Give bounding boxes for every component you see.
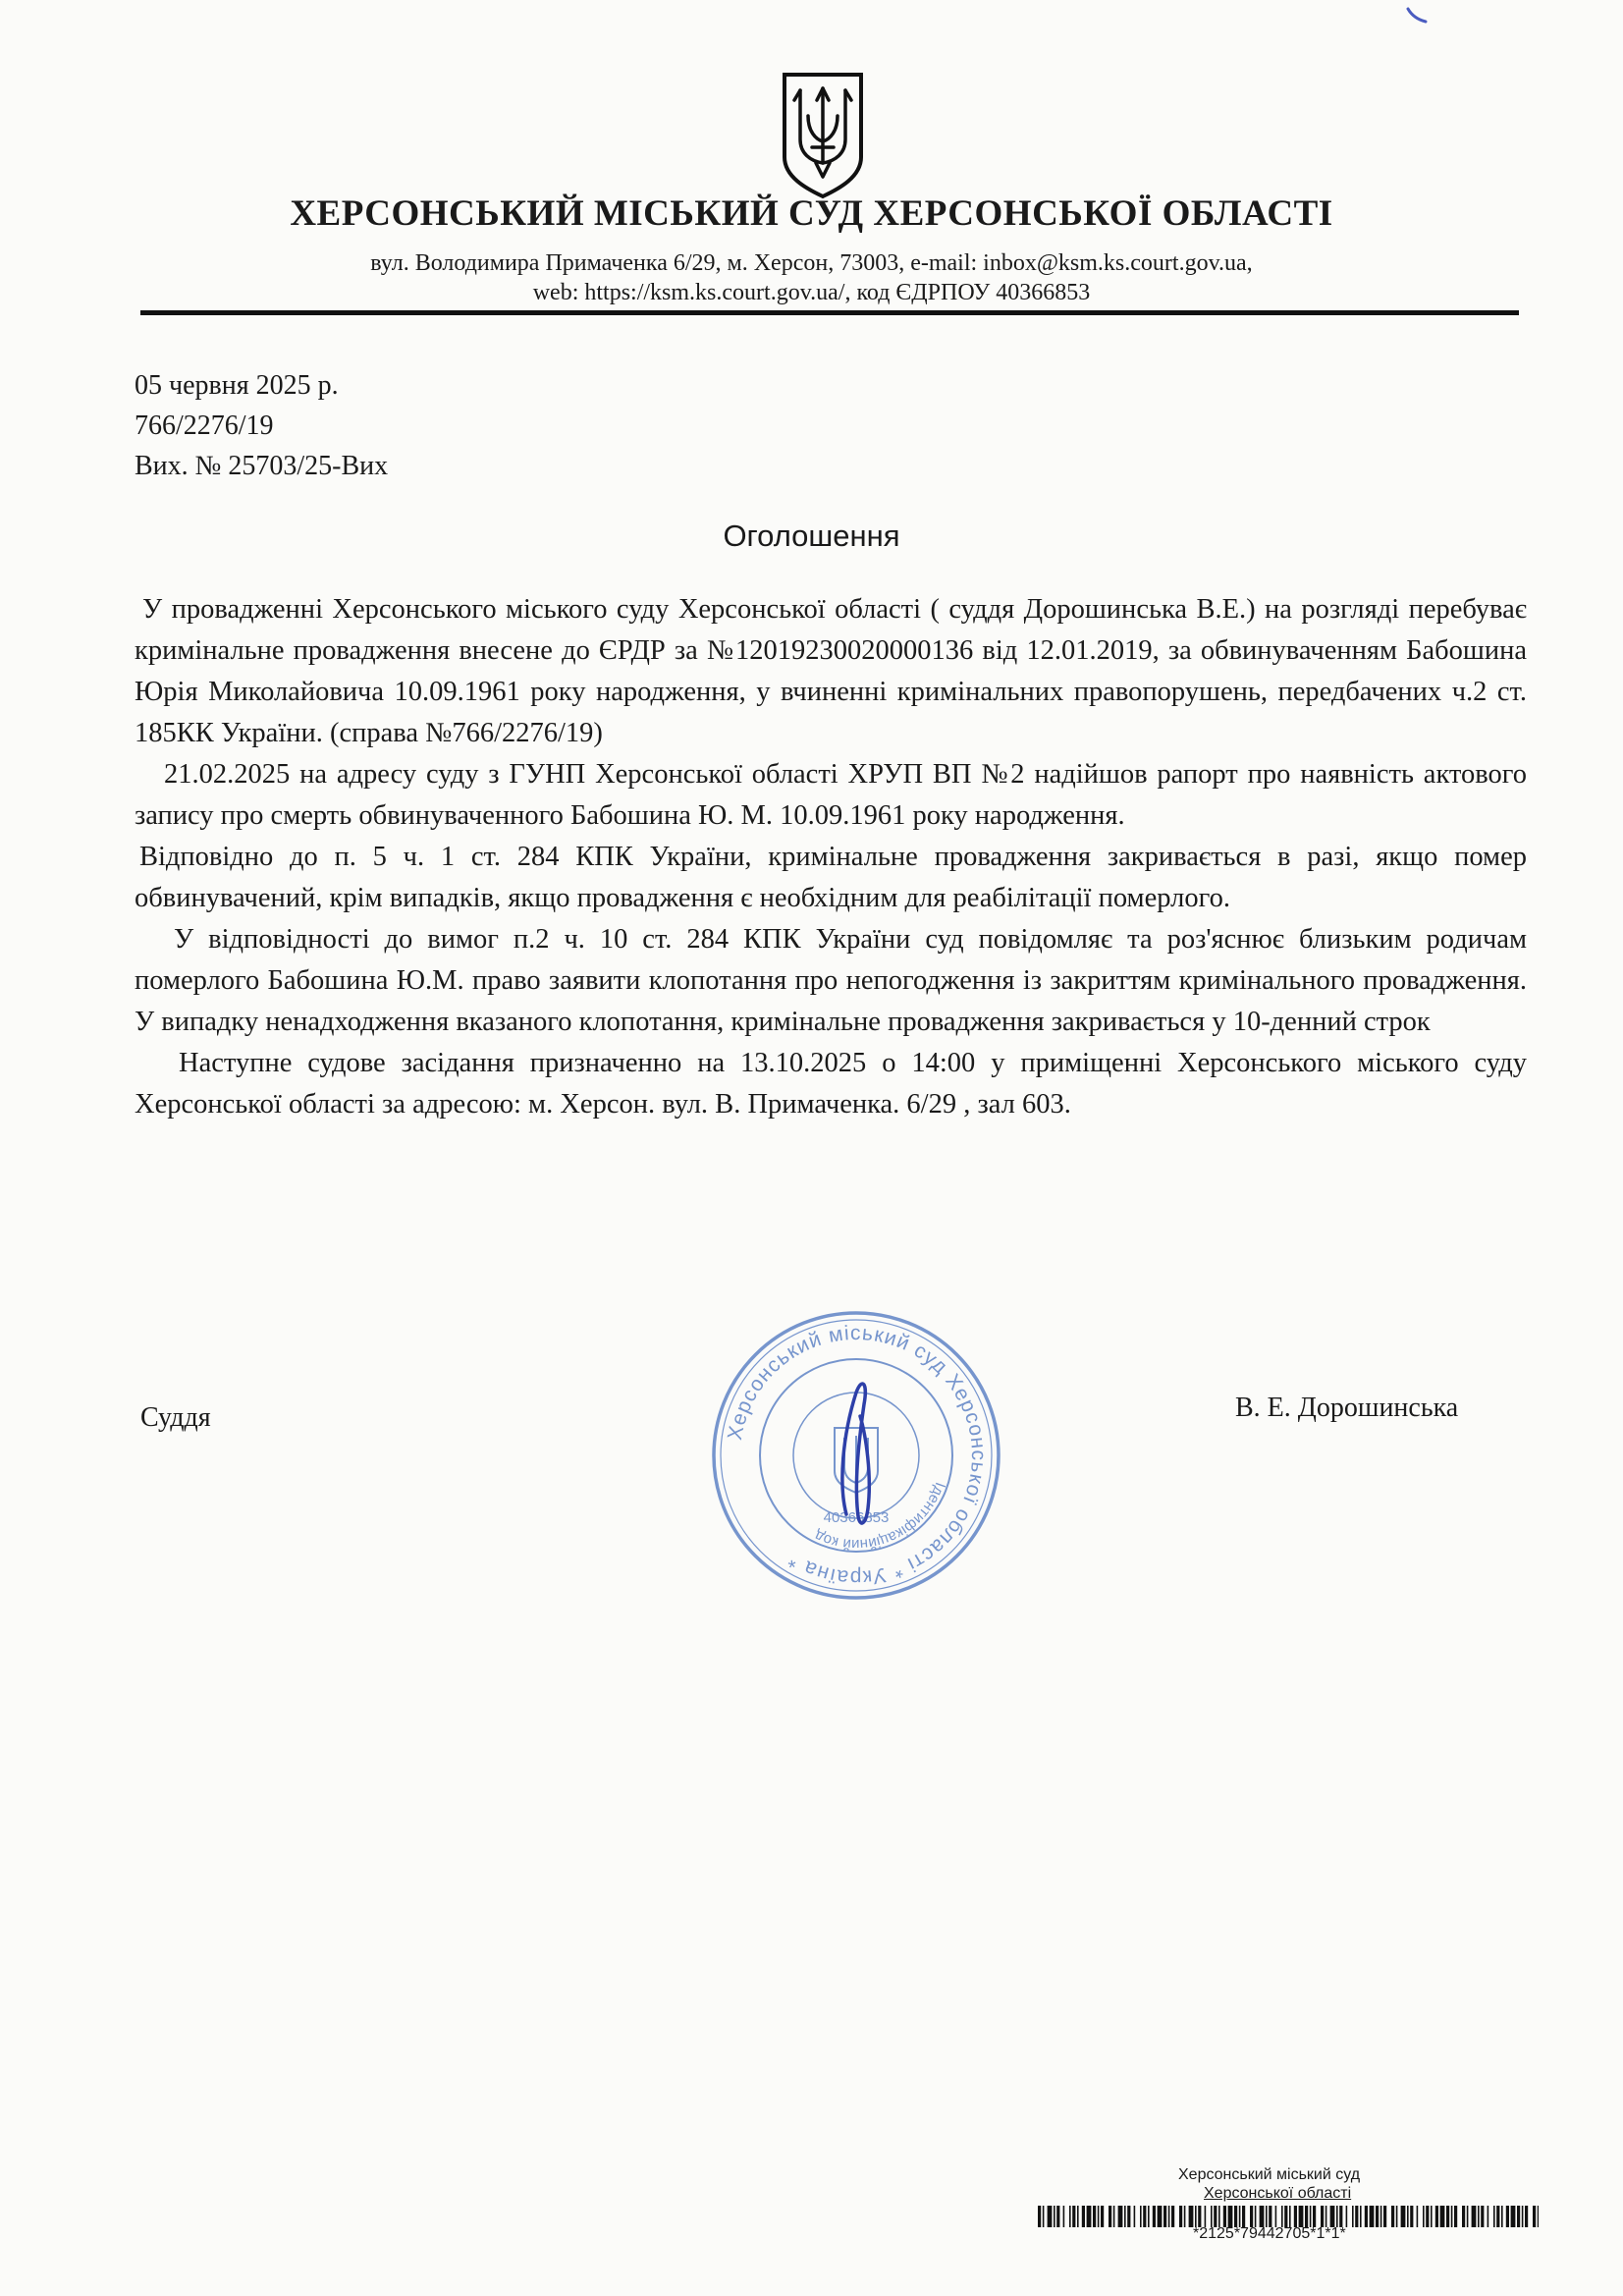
barcode-bar — [1417, 2206, 1419, 2227]
barcode-bar — [1305, 2206, 1308, 2227]
paragraph: 21.02.2025 на адресу суду з ГУНП Херсонської області ХРУП ВП №2 надійшов рапорт про наявність актового запису про смерть обвинуваченного Бабошина Ю. М. 10.09.1961 року народження. — [135, 759, 1527, 831]
barcode-bar — [1289, 2206, 1291, 2227]
paragraph: У провадженні Херсонського міського суду Херсонської області ( суддя Дорошинська В.Е.) на розгляді перебуває кримінальне провадження внесене до ЄРДР за №12019230020000136 від 12.01.2019, за обвинуваченням Бабошина Юрія Миколайовича 10.09.1961 року народження, у вчиненні кримінальних правопорушень, передбачених ч.2 ст. 185КК України. (справа №766/2276/19) — [135, 594, 1527, 748]
seal-code: 40366853 — [823, 1509, 890, 1526]
barcode-bar — [1109, 2206, 1111, 2227]
barcode-bar — [1211, 2206, 1213, 2227]
barcode-bar — [1299, 2206, 1304, 2227]
barcode-bar — [1451, 2206, 1453, 2227]
barcode-bar — [1198, 2206, 1201, 2227]
barcode-bar — [1063, 2206, 1065, 2227]
barcode-bar — [1538, 2206, 1539, 2227]
court-name: ХЕРСОНСЬКИЙ МІСЬКИЙ СУД ХЕРСОНСЬКОЇ ОБЛАСТІ — [290, 193, 1333, 234]
barcode-bar — [1148, 2206, 1150, 2227]
barcode-bar — [1250, 2206, 1253, 2227]
barcode-bar — [1365, 2206, 1368, 2227]
barcode-bar — [1239, 2206, 1241, 2227]
barcode-bar — [1255, 2206, 1257, 2227]
barcode-bar — [1038, 2206, 1041, 2227]
barcode-bar — [1275, 2206, 1277, 2227]
barcode-bar — [1517, 2206, 1520, 2227]
barcode-bar — [1140, 2206, 1142, 2227]
barcode-bar — [1376, 2206, 1379, 2227]
barcode-bar — [1478, 2206, 1480, 2227]
barcode-bar — [1352, 2206, 1354, 2227]
barcode-bar — [1163, 2206, 1166, 2227]
barcode-bar — [1266, 2206, 1268, 2227]
barcode-bar — [1134, 2206, 1136, 2227]
barcode-bar — [1124, 2206, 1126, 2227]
pen-mark-icon — [1406, 6, 1428, 26]
barcode-bar — [1522, 2206, 1524, 2227]
court-web-and-code: web: https://ksm.ks.court.gov.ua/, код ЄДРПОУ 40366853 — [532, 280, 1091, 305]
barcode-bar — [1431, 2206, 1433, 2227]
trident-coat-of-arms-icon — [779, 71, 867, 200]
barcode-bar — [1077, 2206, 1079, 2227]
barcode-bar — [1467, 2206, 1469, 2227]
barcode-court-region: Херсонської області — [1204, 2185, 1352, 2202]
barcode-bar — [1158, 2206, 1163, 2227]
judge-name: В. Е. Дорошинська — [1235, 1393, 1459, 1423]
court-address: вул. Володимира Примаченка 6/29, м. Херсон, 73003, e-mail: inbox@ksm.ks.court.gov.ua, — [370, 250, 1253, 276]
barcode-bar — [1043, 2206, 1045, 2227]
barcode-bar — [1228, 2206, 1233, 2227]
barcode-bar — [1195, 2206, 1197, 2227]
barcode-bar — [1242, 2206, 1245, 2227]
barcode-bar — [1054, 2206, 1055, 2227]
barcode-bar — [1446, 2206, 1449, 2227]
barcode-bar — [1391, 2206, 1394, 2227]
barcode-bar — [1435, 2206, 1438, 2227]
barcode-bar — [1426, 2206, 1429, 2227]
barcode-bar — [1325, 2206, 1327, 2227]
barcode-bar — [1234, 2206, 1237, 2227]
barcode-bar — [1056, 2206, 1059, 2227]
barcode-bar — [1184, 2206, 1186, 2227]
barcode-bar — [1355, 2206, 1358, 2227]
document-title: Оголошення — [723, 519, 900, 553]
barcode-bar — [1098, 2206, 1100, 2227]
barcode-bar — [1407, 2206, 1409, 2227]
barcode-bar — [1454, 2206, 1457, 2227]
barcode-bar — [1127, 2206, 1130, 2227]
seal-outer-text: Херсонський міський суд Херсонської області * Україна * — [724, 1321, 991, 1590]
barcode-bar — [1533, 2206, 1536, 2227]
barcode-bar — [1321, 2206, 1324, 2227]
barcode-bar — [1401, 2206, 1406, 2227]
barcode-bar — [1113, 2206, 1115, 2227]
barcode-bar — [1179, 2206, 1182, 2227]
barcode-bar — [1143, 2206, 1146, 2227]
barcode-bar — [1525, 2206, 1528, 2227]
barcode-bar — [1294, 2206, 1297, 2227]
barcode-bar — [1093, 2206, 1096, 2227]
paragraph: Відповідно до п. 5 ч. 1 ст. 284 КПК України, кримінальне провадження закривається в разі, якщо помер обвинувачений, крім випадків, якщо провадження є необхідним для реабілітації померлого. — [135, 842, 1527, 913]
barcode-bar — [1118, 2206, 1123, 2227]
document-body — [135, 589, 1527, 1125]
barcode-bar — [1383, 2206, 1386, 2227]
barcode-bar — [1313, 2206, 1316, 2227]
paragraph: У відповідності до вимог п.2 ч. 10 ст. 284 КПК України суд повідомляє та роз'яснює близьким родичам померлого Бабошина Ю.М. право заявити клопотання про непогодження із закриттям кримінального провадження. У випадку ненадходження вказаного клопотання, кримінальне провадження закривається у 10-денний строк — [135, 924, 1527, 1037]
barcode-bar — [1330, 2206, 1335, 2227]
barcode-bar — [1214, 2206, 1217, 2227]
court-round-seal-icon — [699, 1298, 1013, 1613]
barcode-bar — [1269, 2206, 1271, 2227]
barcode-bar — [1506, 2206, 1509, 2227]
barcode-bar — [1501, 2206, 1503, 2227]
barcode-bar — [1223, 2206, 1226, 2227]
barcode-bar — [1410, 2206, 1413, 2227]
barcode-bar — [1101, 2206, 1104, 2227]
paragraph: Наступне судове засідання призначенно на 13.10.2025 о 14:00 у приміщенні Херсонського міського суду Херсонської області за адресою: м. Херсон. вул. В. Примаченка. 6/29 , зал 603. — [135, 1048, 1527, 1120]
barcode-bar — [1481, 2206, 1484, 2227]
barcode-bar — [1048, 2206, 1053, 2227]
barcode-bar — [1153, 2206, 1156, 2227]
barcode-bar — [1396, 2206, 1398, 2227]
barcode-bar — [1339, 2206, 1342, 2227]
barcode-bar — [1360, 2206, 1362, 2227]
barcode-bar — [1511, 2206, 1516, 2227]
barcode-bar — [1069, 2206, 1071, 2227]
barcode-bar — [1423, 2206, 1425, 2227]
judge-role: Суддя — [140, 1402, 211, 1433]
barcode-bar — [1168, 2206, 1170, 2227]
barcode-bar — [1087, 2206, 1092, 2227]
barcode-bar — [1205, 2206, 1207, 2227]
barcode-bar — [1336, 2206, 1338, 2227]
barcode-bar — [1189, 2206, 1194, 2227]
barcode-icon — [1038, 2206, 1539, 2227]
barcode-bar — [1472, 2206, 1477, 2227]
barcode-bar — [1440, 2206, 1445, 2227]
header-divider — [140, 310, 1519, 315]
barcode-bar — [1346, 2206, 1348, 2227]
barcode-bar — [1380, 2206, 1382, 2227]
document-date: 05 червня 2025 р. — [135, 370, 339, 401]
barcode-bar — [1310, 2206, 1312, 2227]
barcode-bar — [1488, 2206, 1489, 2227]
barcode-bar — [1072, 2206, 1075, 2227]
barcode-bar — [1218, 2206, 1220, 2227]
barcode-bar — [1370, 2206, 1375, 2227]
outgoing-number: Вих. № 25703/25-Вих — [135, 451, 389, 481]
barcode-bar — [1171, 2206, 1174, 2227]
barcode-bar — [1260, 2206, 1265, 2227]
seal-inner-text: Ідентифікаційний код — [812, 1480, 949, 1554]
barcode-bar — [1493, 2206, 1495, 2227]
barcode-bar — [1281, 2206, 1283, 2227]
document-meta — [135, 365, 388, 486]
barcode-bar — [1496, 2206, 1499, 2227]
barcode-code: *2125*79442705*1*1* — [1193, 2225, 1346, 2242]
barcode-bar — [1284, 2206, 1287, 2227]
case-number: 766/2276/19 — [135, 410, 274, 441]
barcode-bar — [1462, 2206, 1465, 2227]
barcode-bar — [1082, 2206, 1085, 2227]
barcode-court-name: Херсонський міський суд — [1178, 2166, 1361, 2183]
